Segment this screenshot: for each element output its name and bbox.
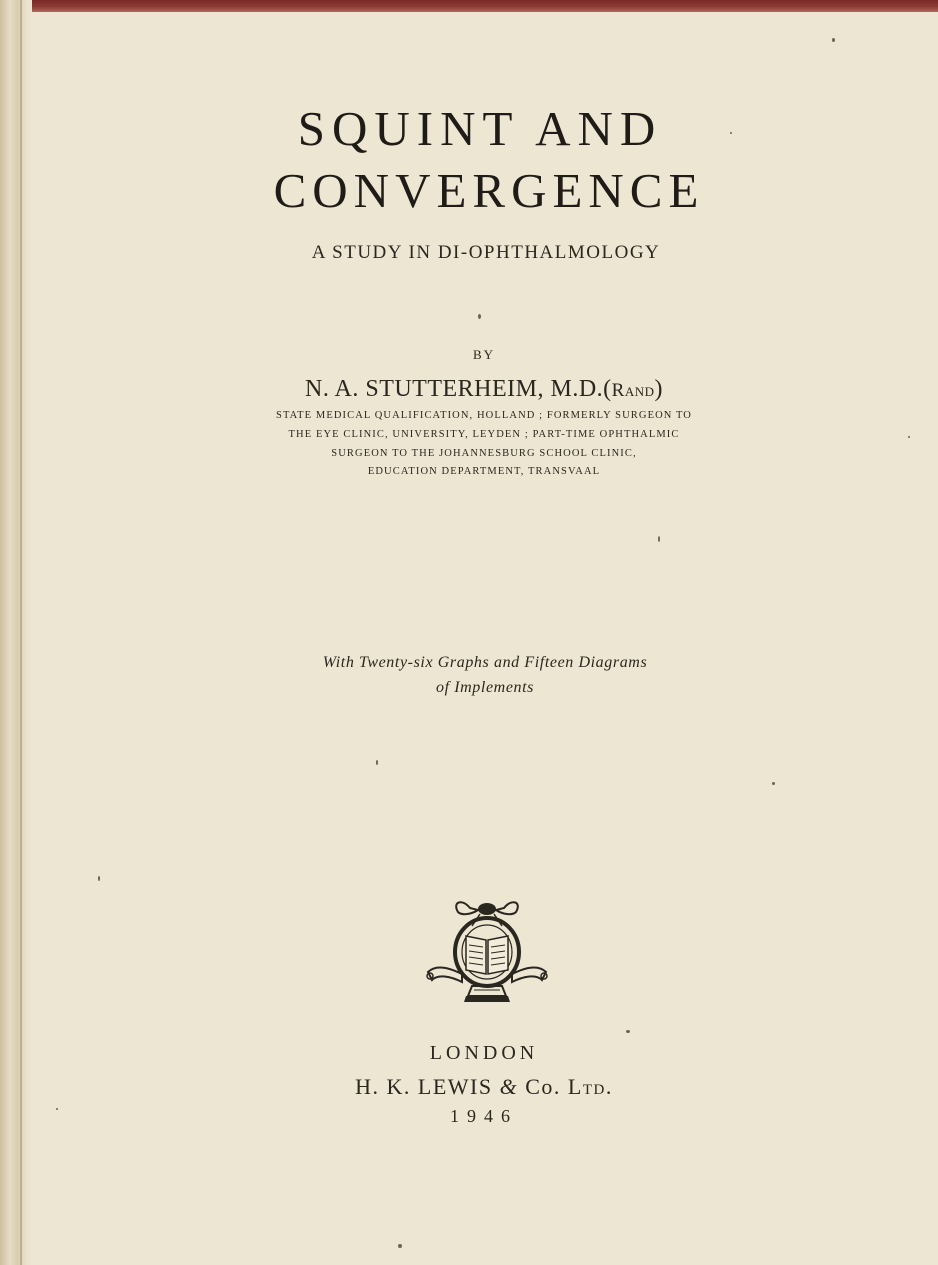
author-name: N. A. STUTTERHEIM, M.D.( xyxy=(305,376,612,402)
paper-speck xyxy=(730,132,732,134)
paper-speck xyxy=(398,1244,402,1248)
imprint-year: 1946 xyxy=(450,1106,518,1126)
paper-speck xyxy=(478,314,481,319)
publisher-device-emblem-icon xyxy=(422,890,552,1010)
credential-line-4: EDUCATION DEPARTMENT, TRANSVAAL xyxy=(367,466,601,477)
publisher-ltd: Ltd. xyxy=(567,1074,613,1099)
paper-speck xyxy=(772,782,775,785)
author-degree: Rand xyxy=(611,380,655,401)
subtitle: A STUDY IN DI-OPHTHALMOLOGY xyxy=(311,242,661,263)
credential-line-3: SURGEON TO THE JOHANNESBURG SCHOOL CLINIC, xyxy=(331,448,637,459)
author-closing: ) xyxy=(654,376,663,402)
paper-speck xyxy=(376,760,378,765)
illustrations-note-line-2: of Implements xyxy=(435,679,534,696)
paper-speck xyxy=(908,436,910,438)
paper-speck xyxy=(832,38,835,42)
publisher-suffix: Co. xyxy=(525,1074,561,1099)
illustrations-note-line-1: With Twenty-six Graphs and Fifteen Diagrams xyxy=(322,654,648,671)
paper-speck xyxy=(98,876,100,881)
paper-speck xyxy=(658,536,660,542)
credential-line-1: STATE MEDICAL QUALIFICATION, HOLLAND ; FORMERLY SURGEON TO xyxy=(276,410,692,421)
by-label: BY xyxy=(472,347,496,362)
publisher-name: H. K. LEWIS xyxy=(355,1074,493,1099)
binding-top-edge xyxy=(0,0,938,12)
credential-line-2: THE EYE CLINIC, UNIVERSITY, LEYDEN ; PART-TIME OPHTHALMIC xyxy=(288,429,680,440)
imprint-place: LONDON xyxy=(429,1042,539,1064)
publisher-ampersand: & xyxy=(499,1074,519,1099)
title-line-1: SQUINT AND xyxy=(297,101,663,156)
title-line-2: CONVERGENCE xyxy=(273,163,705,218)
paper-speck xyxy=(56,1108,58,1110)
author-line xyxy=(0,376,938,403)
imprint-publisher xyxy=(0,1074,938,1100)
paper-speck xyxy=(626,1030,630,1033)
